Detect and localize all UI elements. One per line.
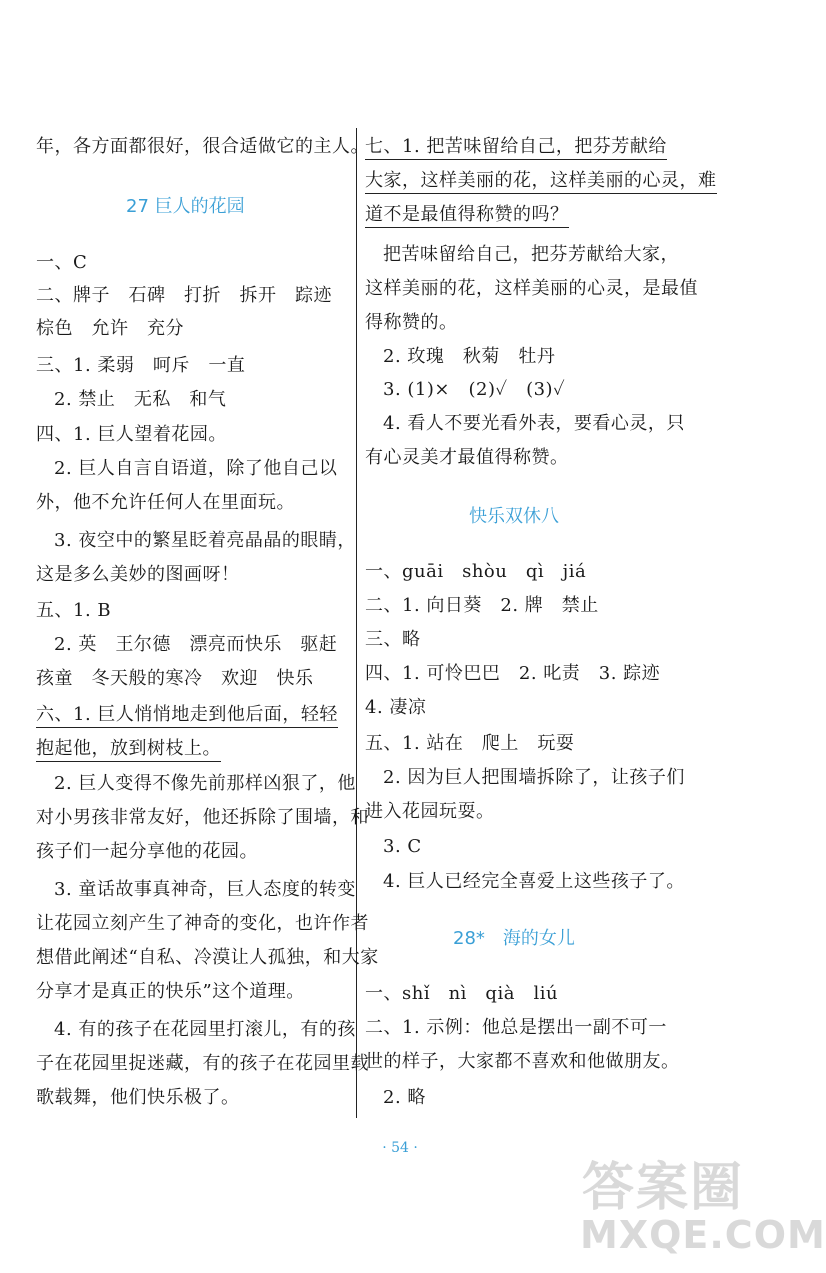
answer-line: 这样美丽的花，这样美丽的心灵，是最值 (365, 278, 698, 299)
answer-line: 子在花园里捉迷藏，有的孩子在花园里载 (36, 1053, 369, 1074)
answer-line: 得称赞的。 (365, 312, 458, 333)
answer-line: 2. 禁止 无私 和气 (54, 389, 227, 410)
answer-line: 一、shǐ nì qià liú (365, 983, 559, 1004)
answer-line: 二、牌子 石碑 打折 拆开 踪迹 (36, 285, 332, 306)
answer-line: 一、C (36, 252, 88, 273)
answer-line: 世的样子，大家都不喜欢和他做朋友。 (365, 1051, 680, 1072)
answer-line (365, 136, 667, 158)
answer-line: 四、1. 可怜巴巴 2. 叱责 3. 踪迹 (365, 663, 661, 684)
underlined-text: 大家，这样美丽的花，这样美丽的心灵，难 (365, 170, 717, 194)
answer-line: 3. 童话故事真神奇，巨人态度的转变 (54, 879, 356, 900)
answer-line: 3. 夜空中的繁星眨着亮晶晶的眼睛， (54, 530, 356, 551)
answer-line: 2. 巨人变得不像先前那样凶狠了，他 (54, 773, 356, 794)
answer-line: 4. 看人不要光看外表，要看心灵，只 (383, 413, 685, 434)
answer-line: 歌载舞，他们快乐极了。 (36, 1087, 240, 1108)
answer-line: 进入花园玩耍。 (365, 801, 495, 822)
answer-line (365, 170, 717, 192)
answer-line: 对小男孩非常友好，他还拆除了围墙，和 (36, 807, 369, 828)
section-heading-27: 27 巨人的花园 (126, 196, 245, 217)
answer-line: 孩童 冬天般的寒冷 欢迎 快乐 (36, 668, 314, 689)
text-line: 年，各方面都很好，很合适做它的主人。 (36, 136, 369, 157)
section-heading-28: 28* 海的女儿 (453, 928, 575, 949)
answer-line: 4. 凄凉 (365, 697, 427, 718)
answer-line: 五、1. 站在 爬上 玩耍 (365, 733, 575, 754)
answer-line: 2. 因为巨人把围墙拆除了，让孩子们 (383, 767, 685, 788)
answer-line: 有心灵美才最值得称赞。 (365, 447, 569, 468)
answer-line: 3. (1)× (2)✓ (3)✓ (383, 379, 566, 400)
answer-line: 二、1. 向日葵 2. 牌 禁止 (365, 595, 599, 616)
answer-line: 五、1. B (36, 600, 112, 621)
watermark-text: 答案圈 (582, 1158, 745, 1218)
answer-line: 4. 巨人已经完全喜爱上这些孩子了。 (383, 871, 685, 892)
answer-line: 4. 有的孩子在花园里打滚儿，有的孩 (54, 1019, 356, 1040)
answer-line: 棕色 允许 充分 (36, 318, 184, 339)
answer-line: 一、guāi shòu qì jiá (365, 561, 587, 582)
underlined-text: 道不是最值得称赞的吗？ (365, 204, 569, 228)
answer-line: 让花园立刻产生了神奇的变化，也许作者 (36, 913, 369, 934)
underlined-text: 六、1. 巨人悄悄地走到他后面，轻轻 (36, 704, 338, 728)
answer-line (365, 204, 569, 226)
answer-line (36, 704, 338, 726)
answer-line: 分享才是真正的快乐”这个道理。 (36, 981, 305, 1002)
underlined-text: 七、1. 把苦味留给自己，把芬芳献给 (365, 136, 667, 160)
answer-line: 2. 英 王尔德 漂亮而快乐 驱赶 (54, 634, 338, 655)
watermark-url: MXQE.COM (580, 1213, 826, 1257)
answer-line: 2. 略 (383, 1087, 426, 1108)
page-number: · 54 · (382, 1140, 418, 1156)
answer-line: 想借此阐述“自私、冷漠让人孤独，和大家 (36, 947, 379, 968)
answer-line: 三、1. 柔弱 呵斥 一直 (36, 355, 246, 376)
watermark-logo (572, 1145, 826, 1265)
answer-line: 把苦味留给自己，把芬芳献给大家， (383, 244, 679, 265)
answer-line: 外，他不允许任何人在里面玩。 (36, 492, 295, 513)
answer-line: 3. C (383, 836, 422, 857)
answer-line: 这是多么美妙的图画呀！ (36, 564, 240, 585)
answer-line: 2. 巨人自言自语道，除了他自己以 (54, 458, 338, 479)
answer-line: 三、略 (365, 629, 421, 650)
answer-line (36, 738, 221, 760)
answer-line: 2. 玫瑰 秋菊 牡丹 (383, 346, 556, 367)
answer-line: 二、1. 示例：他总是摆出一副不可一 (365, 1017, 667, 1038)
column-divider (356, 128, 357, 1118)
answer-line: 孩子们一起分享他的花园。 (36, 841, 258, 862)
section-heading-weekend-8: 快乐双休八 (469, 506, 559, 527)
answer-line: 四、1. 巨人望着花园。 (36, 424, 227, 445)
underlined-text: 抱起他，放到树枝上。 (36, 738, 221, 762)
